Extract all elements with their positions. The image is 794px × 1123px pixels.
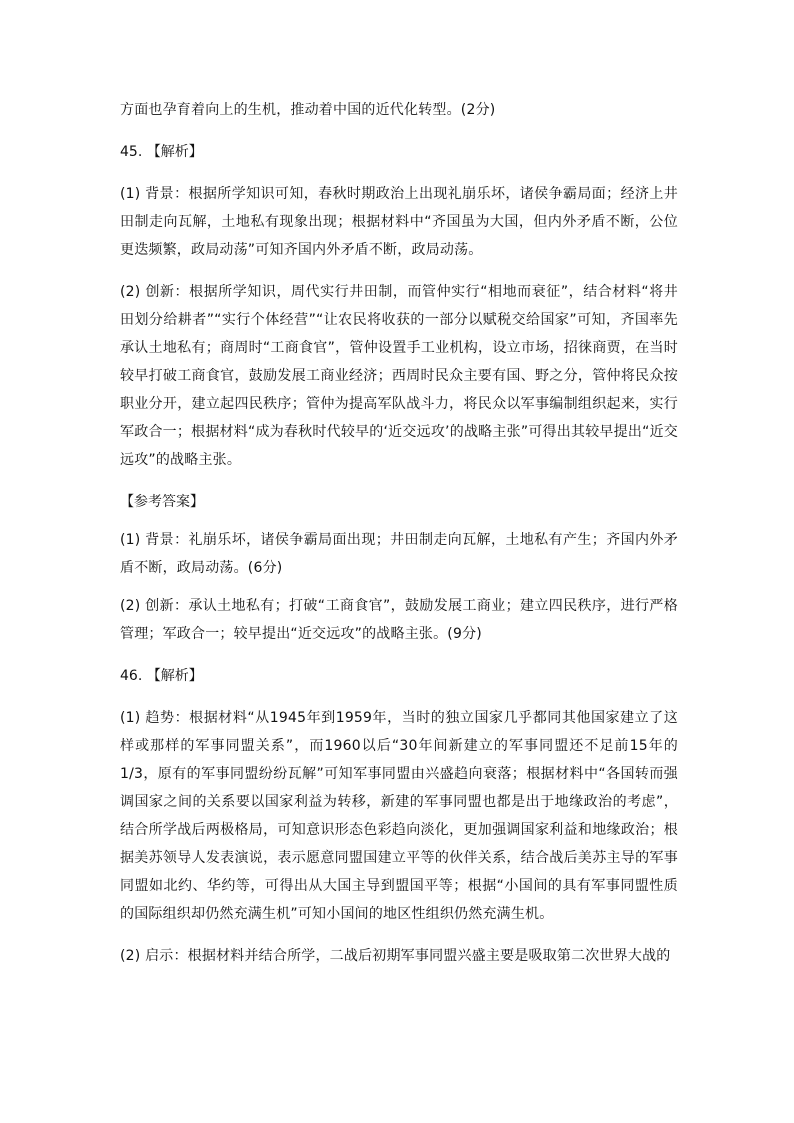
intro-tail-paragraph: 方面也孕育着向上的生机，推动着中国的近代化转型。(2分) [120, 102, 496, 118]
answer-heading: 【参考答案】 [120, 494, 204, 510]
q45-heading: 45. 【解析】 [120, 144, 203, 160]
q46-analysis-2: (2) 启示：根据材料并结合所学，二战后初期军事同盟兴盛主要是吸取第二次世界大战的 [120, 948, 671, 964]
q45-analysis-2: (2) 创新：根据所学知识，周代实行井田制，而管仲实行“相地而衰征”，结合材料“将井田划分给耕者”“实行个体经营”“让农民将收获的一部分以赋税交给国家”可知，齐国率先承认土地私有；商周时“工商食官”，管仲设置手工业机构，设立市场，招徕商贾，在当时较早打破工商食官，鼓励发展工商业经济；西周时民众主要有国、野之分，管仲将民众按职业分开，建立起四民秩序；管仲为提高军队战斗力，将民众以军事编制组织起来，实行军政合一；根据材料“成为春秋时代较早的‘近交远攻’的战略主张”可得出其较早提出“近交远攻”的战略主张。 [120, 284, 678, 468]
q45-analysis-1: (1) 背景：根据所学知识可知，春秋时期政治上出现礼崩乐坏，诸侯争霸局面；经济上井田制走向瓦解，土地私有现象出现；根据材料中“齐国虽为大国，但内外矛盾不断，公位更迭频繁，政局动荡”可知齐国内外矛盾不断，政局动荡。 [120, 186, 678, 258]
document-body [120, 96, 678, 984]
answer-1: (1) 背景：礼崩乐坏，诸侯争霸局面出现；井田制走向瓦解，土地私有产生；齐国内外矛盾不断，政局动荡。(6分) [120, 532, 678, 576]
answer-2: (2) 创新：承认土地私有；打破“工商食官”，鼓励发展工商业；建立四民秩序，进行严格管理；军政合一；较早提出“近交远攻”的战略主张。(9分) [120, 598, 678, 642]
q46-analysis-1: (1) 趋势：根据材料“从1945年到1959年，当时的独立国家几乎都同其他国家建立了这样或那样的军事同盟关系”，而1960以后“30年间新建立的军事同盟还不足前15年的1/3，原有的军事同盟纷纷瓦解”可知军事同盟由兴盛趋向衰落；根据材料中“各国转而强调国家之间的关系要以国家利益为转移，新建的军事同盟也都是出于地缘政治的考虑”，结合所学战后两极格局，可知意识形态色彩趋向淡化，更加强调国家利益和地缘政治；根据美苏领导人发表演说，表示愿意同盟国建立平等的伙伴关系，结合战后美苏主导的军事同盟如北约、华约等，可得出从大国主导到盟国平等；根据“小国间的具有军事同盟性质的国际组织却仍然充满生机”可知小国间的地区性组织仍然充满生机。 [120, 710, 678, 922]
q46-heading: 46. 【解析】 [120, 668, 203, 684]
